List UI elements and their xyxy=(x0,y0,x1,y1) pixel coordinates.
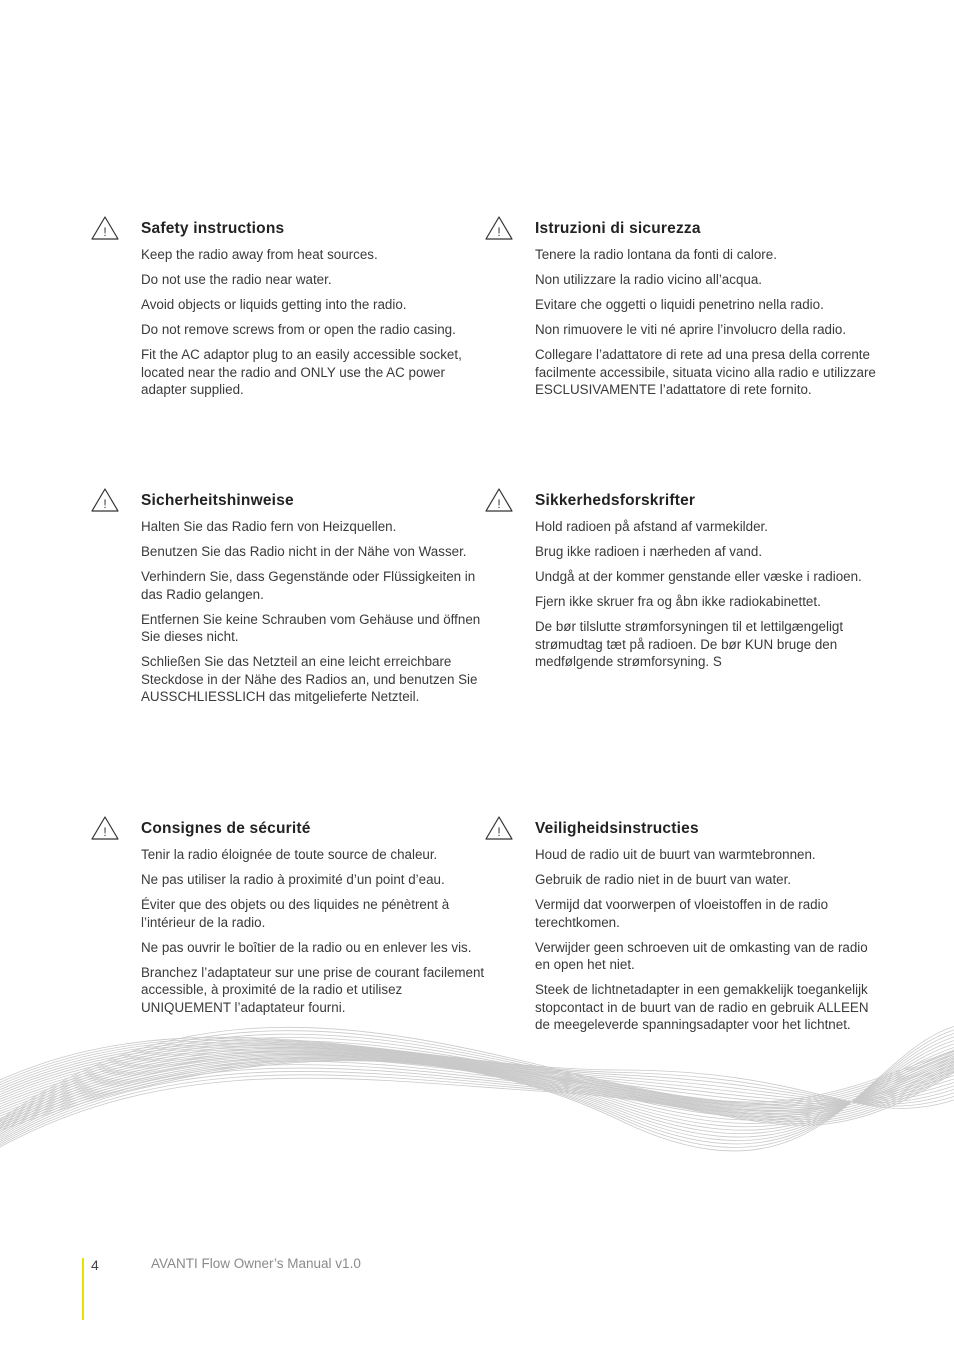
instruction-item: Hold radioen på afstand af varmekilder. xyxy=(535,519,768,534)
instruction-item: Evitare che oggetti o liquidi penetrino nella radio. xyxy=(535,297,824,312)
warning-triangle-icon xyxy=(484,215,514,241)
instruction-item: Verhindern Sie, dass Gegenstände oder Flüssigkeiten in das Radio gelangen. xyxy=(141,569,476,602)
warning-triangle-icon xyxy=(484,815,514,841)
section-title: Consignes de sécurité xyxy=(141,820,311,837)
section-title: Istruzioni di sicurezza xyxy=(535,220,701,237)
instruction-item: Entfernen Sie keine Schrauben vom Gehäuse und öffnen Sie dieses nicht. xyxy=(141,611,481,644)
warning-triangle-icon xyxy=(90,487,120,513)
svg-text:!: ! xyxy=(497,497,501,511)
instruction-item: Fjern ikke skruer fra og åbn ikke radiokabinettet. xyxy=(535,594,821,609)
warning-triangle-icon xyxy=(484,487,514,513)
safety-section-italian xyxy=(497,219,935,406)
svg-text:!: ! xyxy=(103,225,107,239)
safety-section-english xyxy=(103,219,541,406)
manual-title: AVANTI Flow Owner’s Manual v1.0 xyxy=(151,1256,361,1271)
warning-triangle-icon xyxy=(90,215,120,241)
instruction-item: Ne pas ouvrir le boîtier de la radio ou en enlever les vis. xyxy=(141,939,472,955)
instruction-item: Non rimuovere le viti né aprire l’involucro della radio. xyxy=(535,322,847,337)
instruction-item: Steek de lichtnetadapter in een gemakkelijk toegankelijk stopcontact in de buurt van de radio en gebruik ALLEEN de meegeleverde spanningsadapter voor het lichtnet. xyxy=(535,982,869,1032)
section-title: Veiligheidsinstructies xyxy=(535,820,699,837)
section-title: Safety instructions xyxy=(141,220,285,237)
instruction-item: Keep the radio away from heat sources. xyxy=(141,247,378,262)
safety-section-german xyxy=(103,491,541,713)
instruction-item: Brug ikke radioen i nærheden af vand. xyxy=(535,544,763,559)
instruction-item: Gebruik de radio niet in de buurt van water. xyxy=(535,872,792,887)
instruction-item: Fit the AC adaptor plug to an easily accessible socket, located near the radio and ONLY use the AC power adapter supplied. xyxy=(141,347,462,397)
svg-text:!: ! xyxy=(497,225,501,239)
instruction-item: Ne pas utiliser la radio à proximité d’un point d’eau. xyxy=(141,872,445,887)
safety-section-danish xyxy=(497,491,935,678)
page-number: 4 xyxy=(91,1257,99,1273)
instruction-item: Non utilizzare la radio vicino all’acqua. xyxy=(535,272,763,287)
instruction-item: Undgå at der kommer genstande eller væske i radioen. xyxy=(535,569,862,584)
svg-text:!: ! xyxy=(497,825,501,839)
wave-line xyxy=(0,1027,954,1151)
section-title: Sicherheitshinweise xyxy=(141,492,294,509)
warning-triangle-icon xyxy=(90,815,120,841)
instruction-item: Do not remove screws from or open the radio casing. xyxy=(141,322,456,337)
instruction-item: Schließen Sie das Netzteil an eine leicht erreichbare Steckdose in der Nähe des Radios an, und benutzen Sie AUSSCHLIESSLICH das mitgelieferte Netzteil. xyxy=(141,654,478,704)
safety-section-dutch xyxy=(497,819,935,1041)
section-title: Sikkerhedsforskrifter xyxy=(535,492,696,509)
instruction-item: Benutzen Sie das Radio nicht in der Nähe von Wasser. xyxy=(141,544,467,559)
safety-section-french xyxy=(103,819,541,1024)
instruction-item: Avoid objects or liquids getting into the radio. xyxy=(141,297,407,312)
instruction-item: Houd de radio uit de buurt van warmtebronnen. xyxy=(535,847,816,862)
svg-text:!: ! xyxy=(103,497,107,511)
instruction-item: Tenir la radio éloignée de toute source de chaleur. xyxy=(141,847,438,862)
instruction-item: De bør tilslutte strømforsyningen til et lettilgængeligt strømudtag tæt på radioen. De bør KUN bruge den medfølgende strømforsyning. S xyxy=(535,619,844,669)
instruction-item: Verwijder geen schroeven uit de omkasting van de radio en open het niet. xyxy=(535,939,868,972)
instruction-item: Branchez l’adaptateur sur une prise de courant facilement accessible, à proximité de la radio et utilisez UNIQUEMENT l’adaptateur fourni. xyxy=(141,964,485,1015)
instruction-item: Do not use the radio near water. xyxy=(141,272,332,287)
svg-text:!: ! xyxy=(103,825,107,839)
instruction-item: Halten Sie das Radio fern von Heizquellen. xyxy=(141,519,397,534)
footer-accent-bar xyxy=(82,1258,84,1320)
instruction-item: Collegare l’adattatore di rete ad una presa della corrente facilmente accessibile, situata vicino alla radio e utilizzare ESCLUSIVAMENTE l’adattatore di rete fornito. xyxy=(535,347,876,397)
instruction-item: Éviter que des objets ou des liquides ne pénètrent à l’intérieur de la radio. xyxy=(141,897,450,930)
instruction-item: Vermijd dat voorwerpen of vloeistoffen in de radio terechtkomen. xyxy=(535,897,829,930)
instruction-item: Tenere la radio lontana da fonti di calore. xyxy=(535,247,777,262)
